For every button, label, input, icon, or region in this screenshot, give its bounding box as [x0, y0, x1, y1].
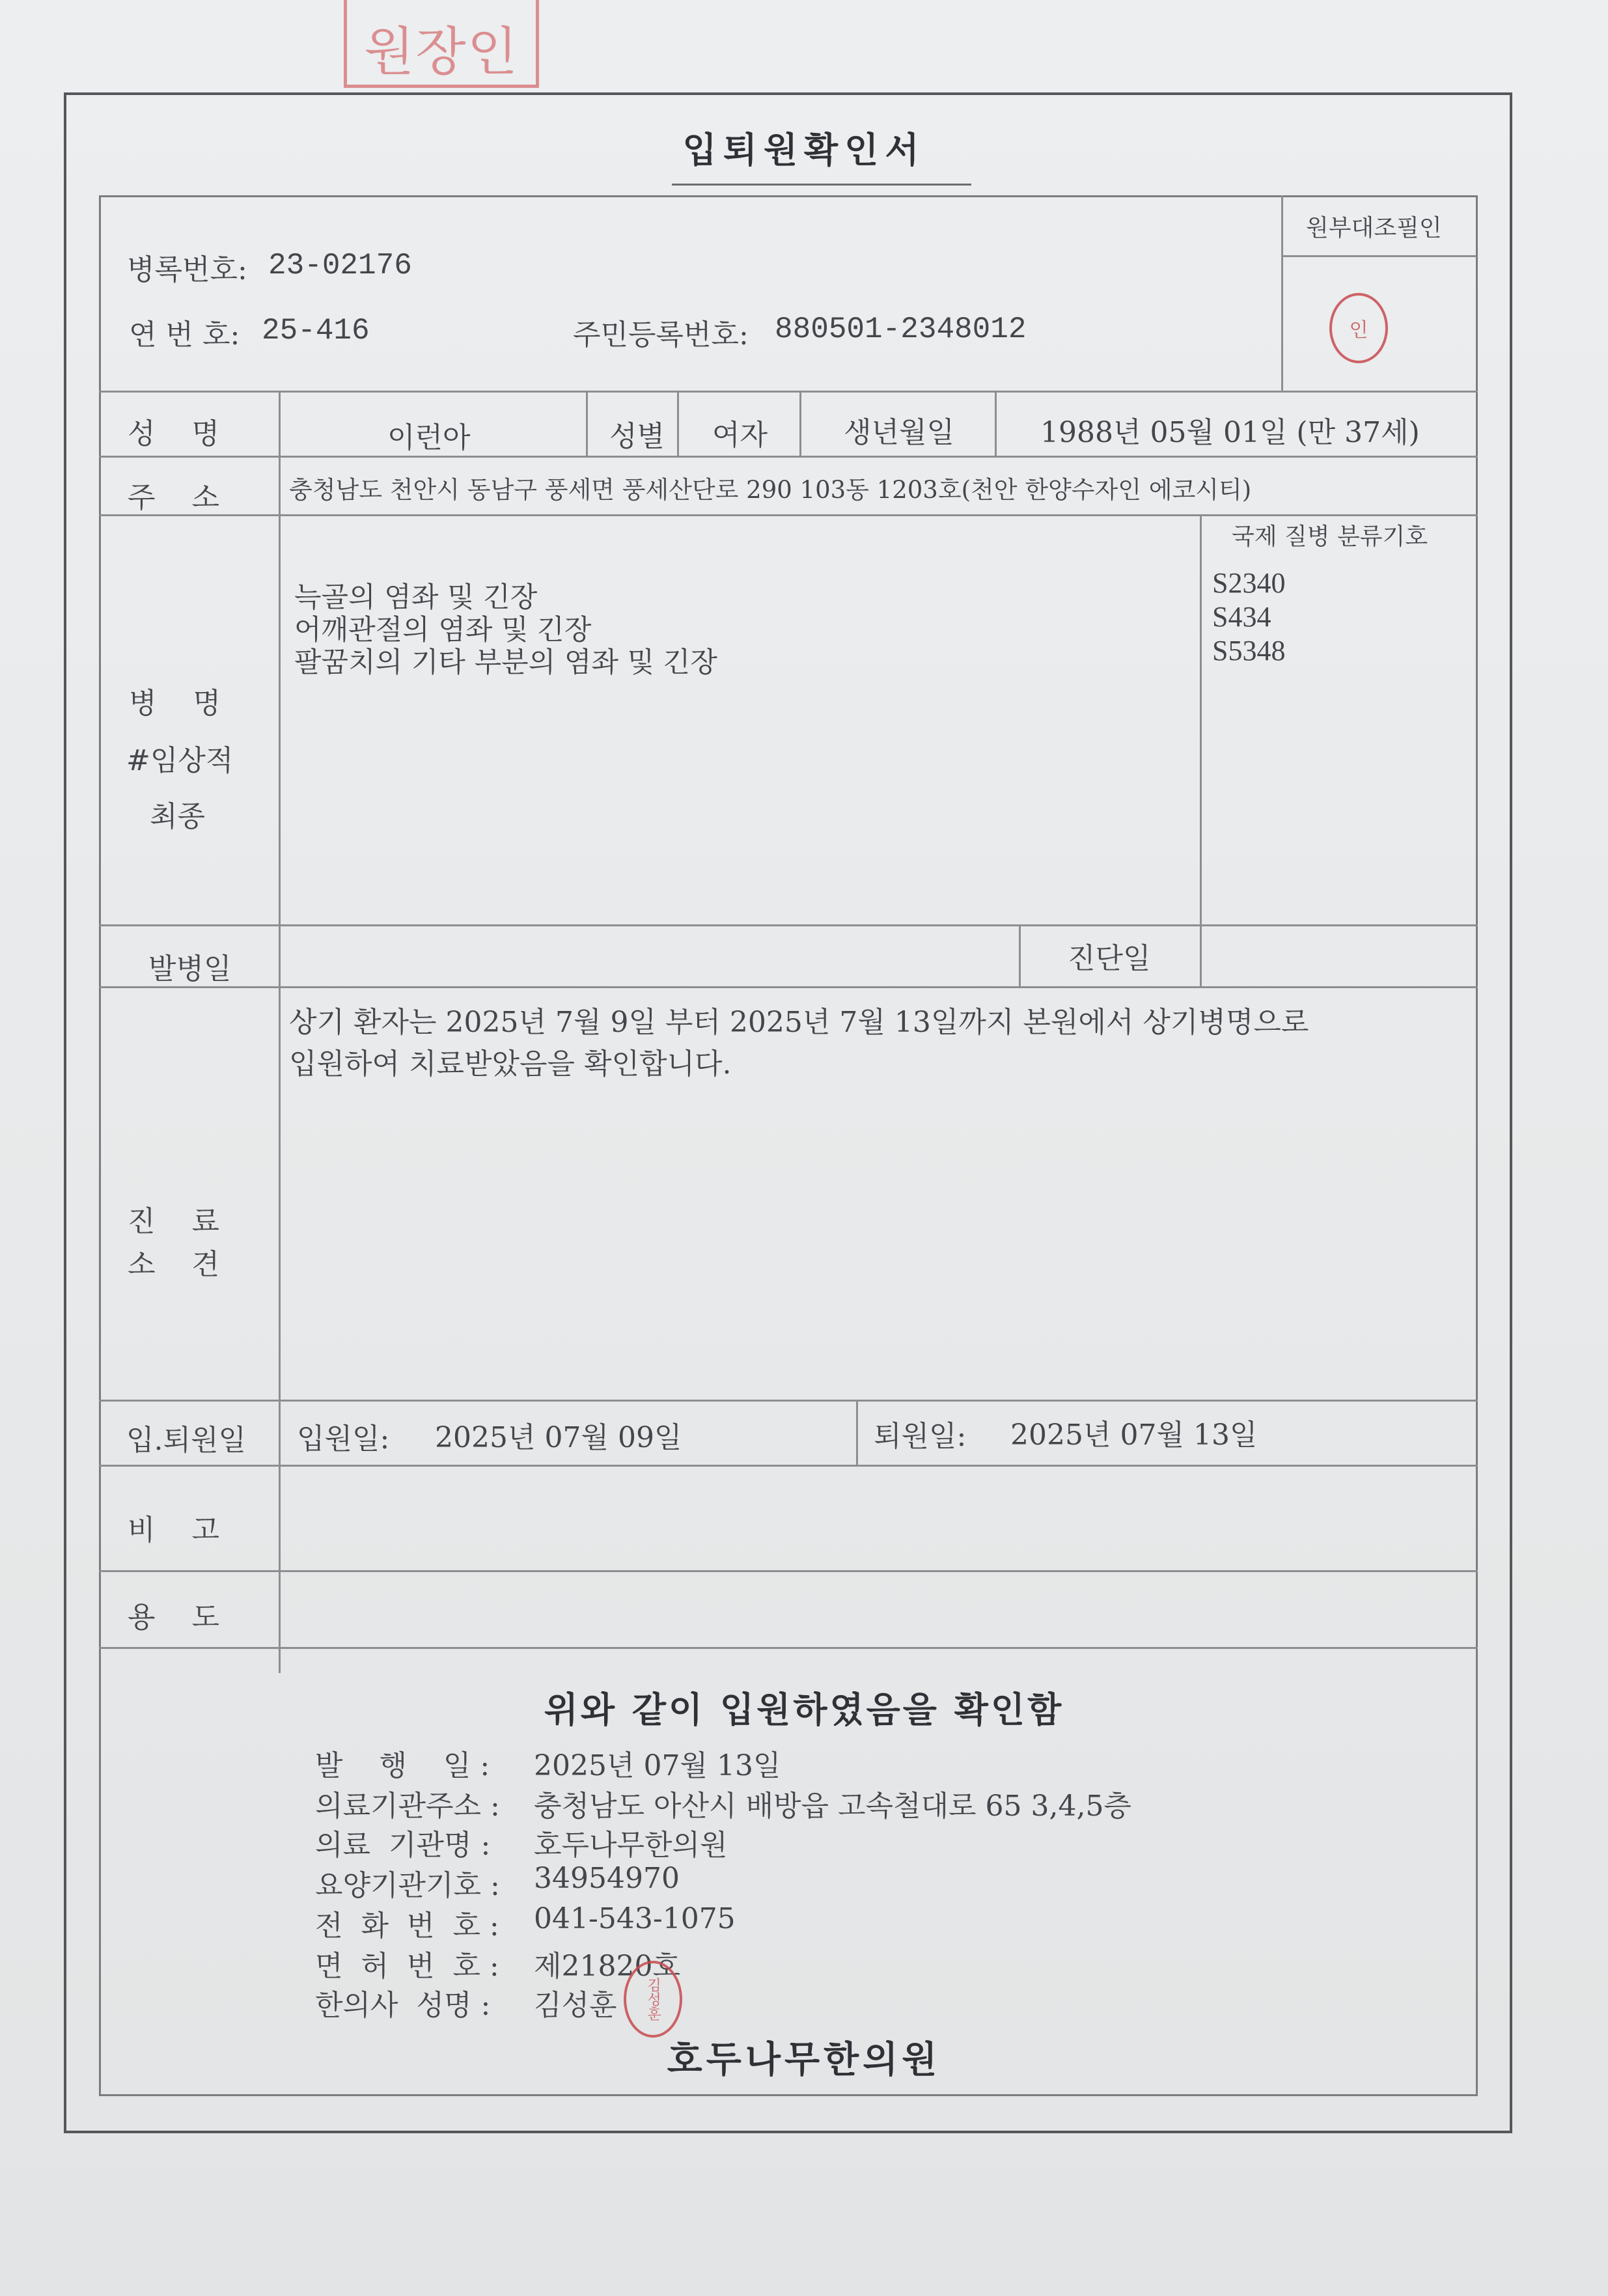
clinic-address-label: 의료기관주소 : [315, 1790, 500, 1823]
icd-code-1: S2340 [1212, 567, 1286, 599]
opinion-line-1: 상기 환자는 2025년 7월 9일 부터 2025년 7월 13일까지 본원에서 상기병명으로 [289, 1006, 1309, 1039]
issue-date: 2025년 07월 13일 [534, 1749, 781, 1782]
table-rule [799, 391, 801, 456]
onset-label: 발병일 [148, 952, 232, 986]
table-rule [677, 391, 679, 456]
table-rule [99, 1465, 1478, 1467]
diagnosis-label: 병 명 [129, 687, 221, 720]
icd-label: 국제 질병 분류기호 [1232, 523, 1428, 550]
table-rule [856, 1400, 858, 1465]
serial-number-label: 연 번 호: [129, 318, 240, 352]
institution-code-label: 요양기관기호 : [315, 1869, 500, 1902]
table-rule [99, 924, 1478, 926]
dob-label: 생년월일 [844, 416, 955, 449]
table-rule [99, 514, 1478, 516]
institution-code: 34954970 [534, 1862, 680, 1895]
table-rule [1200, 514, 1202, 924]
patient-sex: 여자 [712, 419, 768, 452]
address-label: 주 소 [128, 481, 219, 514]
license-number: 제21820호 [534, 1950, 680, 1983]
title-underline [672, 184, 971, 186]
table-rule [99, 1647, 1478, 1649]
clinic-address: 충청남도 아산시 배방읍 고속철대로 65 3,4,5층 [534, 1790, 1131, 1823]
verification-seal: 인 [1329, 293, 1388, 363]
table-rule [1019, 924, 1021, 986]
doctor-name-label: 한의사 성명 : [315, 1989, 491, 2022]
diagnosis-name-1: 늑골의 염좌 및 긴장 [294, 581, 538, 614]
clinic-name-signature: 호두나무한의원 [667, 2038, 941, 2081]
table-rule [995, 391, 997, 456]
admit-date: 2025년 07월 09일 [435, 1421, 682, 1454]
sex-label: 성별 [609, 420, 665, 453]
diagnosis-clinical-label: #임상적 [126, 744, 234, 777]
diagnosis-final-label: 최종 [150, 800, 206, 833]
doctor-seal: 김성훈 [624, 1961, 682, 2038]
table-rule [1281, 195, 1283, 391]
opinion-label-2: 소 견 [128, 1248, 219, 1281]
document-title: 입퇴원확인서 [682, 129, 926, 171]
phone-label: 전 화 번 호 : [315, 1909, 499, 1943]
table-rule [1200, 924, 1202, 986]
discharge-date: 2025년 07월 13일 [1010, 1418, 1258, 1452]
table-rule [279, 391, 281, 1673]
seal-box-label: 원부대조필인 [1306, 215, 1442, 242]
doctor-name: 김성훈 [534, 1989, 617, 2022]
chart-number-label: 병록번호: [127, 253, 247, 286]
license-label: 면 허 번 호 : [315, 1950, 499, 1983]
rrn-value: 880501-2348012 [775, 312, 1027, 346]
chart-number: 23-02176 [268, 249, 412, 283]
opinion-line-2: 입원하여 치료받았음을 확인합니다. [289, 1047, 732, 1081]
table-rule [99, 391, 1478, 393]
patient-address: 충청남도 천안시 동남구 풍세면 풍세산단로 290 103동 1203호(천안 한양수자인 에코시티) [289, 476, 1252, 504]
serial-number: 25-416 [262, 314, 370, 348]
top-seal-stamp: 원장인 [344, 0, 539, 88]
clinic-name-value: 호두나무한의원 [534, 1829, 728, 1862]
discharge-label: 퇴원일: [874, 1420, 967, 1453]
remarks-label: 비 고 [128, 1514, 219, 1547]
issue-date-label: 발 행 일 : [315, 1749, 490, 1782]
patient-dob: 1988년 05월 01일 (만 37세) [1040, 416, 1420, 449]
table-rule [99, 456, 1478, 458]
diagnosis-date-label: 진단일 [1068, 942, 1151, 975]
icd-code-3: S5348 [1212, 635, 1286, 667]
patient-name: 이런아 [387, 421, 471, 454]
rrn-label: 주민등록번호: [573, 318, 749, 352]
phone-number: 041-543-1075 [534, 1902, 736, 1935]
opinion-label-1: 진 료 [128, 1205, 219, 1238]
diagnosis-name-3: 팔꿈치의 기타 부분의 염좌 및 긴장 [294, 646, 717, 679]
admit-label: 입원일: [297, 1422, 390, 1456]
diagnosis-name-2: 어깨관절의 염좌 및 긴장 [294, 614, 592, 646]
clinic-name-label: 의료 기관명 : [315, 1829, 491, 1862]
stay-label: 입.퇴원일 [126, 1424, 247, 1457]
table-rule [99, 986, 1478, 988]
table-rule [99, 1570, 1478, 1572]
name-label: 성 명 [128, 417, 219, 450]
icd-code-2: S434 [1212, 601, 1271, 633]
table-rule [586, 391, 588, 456]
table-rule [1281, 255, 1476, 257]
confirmation-statement: 위와 같이 입원하였음을 확인함 [544, 1689, 1064, 1730]
purpose-label: 용 도 [128, 1601, 219, 1634]
table-rule [99, 1400, 1478, 1402]
